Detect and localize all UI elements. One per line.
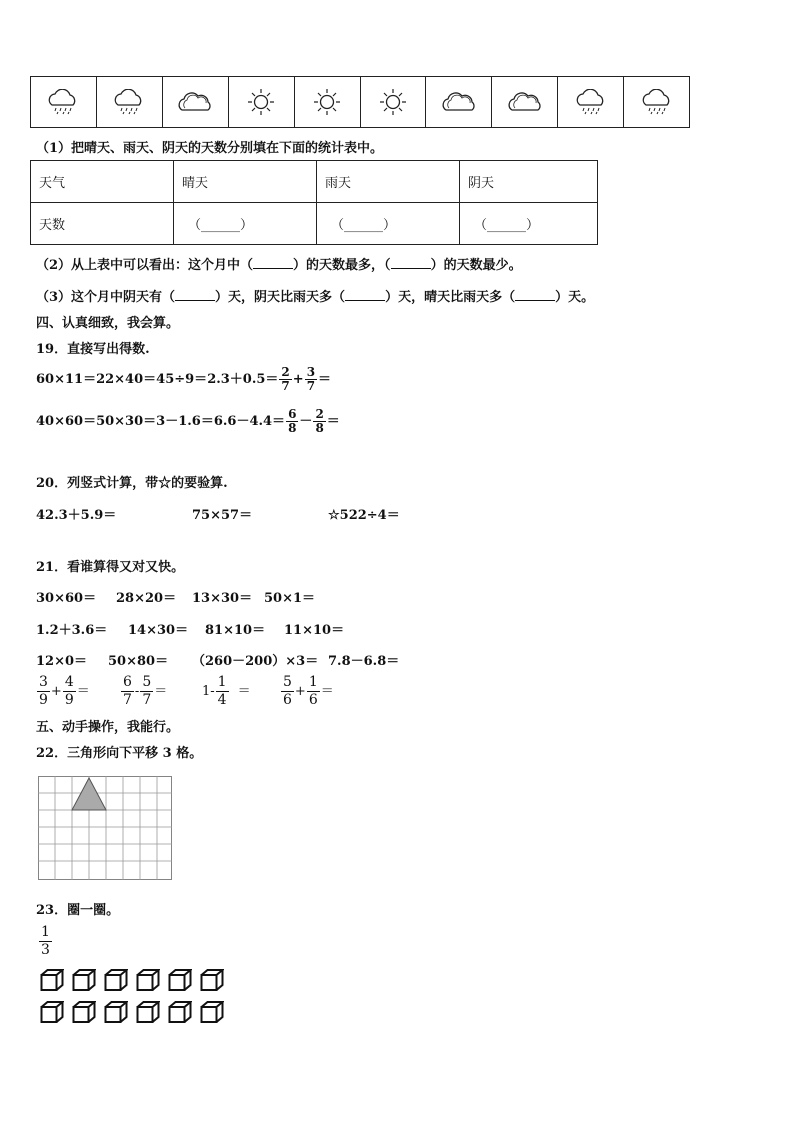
q20-item: 75×57＝ (192, 508, 253, 523)
table-header: 晴天 (174, 161, 317, 203)
rain-icon (112, 89, 146, 115)
weather-cell (31, 77, 97, 127)
q21-item: 50×1＝ (264, 591, 316, 606)
cloud-icon (176, 90, 214, 114)
q21-item: 50×80＝ (108, 654, 169, 669)
cube-icon[interactable] (104, 968, 128, 992)
answer-blank[interactable]: （______） (317, 203, 460, 245)
question-1: （1）把晴天、雨天、阴天的天数分别填在下面的统计表中。 (36, 141, 384, 156)
square-grid[interactable] (38, 776, 172, 880)
question-20: 20．列竖式计算，带☆的要验算. (36, 476, 228, 491)
sun-icon (379, 88, 407, 116)
table-row (31, 203, 598, 245)
q21-item: 7.8－6.8＝ (328, 654, 400, 669)
question-23: 23．圈一圈。 (36, 903, 120, 918)
section-5-title: 五、动手操作，我能行。 (36, 720, 180, 735)
cube-icon[interactable] (136, 968, 160, 992)
question-22: 22．三角形向下平移 3 格。 (36, 746, 203, 761)
question-21: 21．看谁算得又对又快。 (36, 560, 185, 575)
weather-cell (492, 77, 558, 127)
q19-row-2: 40×60＝50×30＝3－1.6＝6.6－4.4＝ $\frac{6}{8}$ － $\frac{2}{8}$ ＝ (36, 407, 340, 435)
section-4-title: 四、认真细致，我会算。 (36, 316, 180, 331)
q21-fraction-item: $\frac{5}{6}$ + $\frac{1}{6}$ ＝ (283, 674, 334, 708)
answer-blank[interactable] (345, 290, 385, 301)
weather-strip (30, 76, 690, 128)
weather-cell (97, 77, 163, 127)
q21-fraction-item: $\frac{6}{7}$ - $\frac{5}{7}$ ＝ (123, 674, 168, 708)
q20-item: 42.3＋5.9＝ (36, 508, 117, 523)
cube-icon[interactable] (200, 968, 224, 992)
answer-blank[interactable] (391, 258, 431, 269)
q20-item: ☆522÷4＝ (328, 508, 400, 523)
weather-cell (163, 77, 229, 127)
weather-cell (295, 77, 361, 127)
rain-icon (46, 89, 80, 115)
cube-icon[interactable] (104, 1000, 128, 1024)
table-header: 雨天 (317, 161, 460, 203)
stats-table (30, 160, 598, 245)
q21-item: 30×60＝ (36, 591, 97, 606)
question-19: 19．直接写出得数. (36, 342, 150, 357)
question-3: （3）这个月中阴天有（ ）天，阴天比雨天多（ ）天，晴天比雨天多（ ）天。 (36, 290, 595, 305)
rain-icon (640, 89, 674, 115)
q21-item: 1.2＋3.6＝ (36, 623, 108, 638)
weather-cell (426, 77, 492, 127)
q21-item: 28×20＝ (116, 591, 177, 606)
q19-row-1: 60×11＝22×40＝45÷9＝2.3＋0.5＝ $\frac{2}{7}$ + $\frac{3}{7}$ ＝ (36, 365, 332, 393)
sun-icon (313, 88, 341, 116)
q21-item: 81×10＝ (205, 623, 266, 638)
answer-blank[interactable]: （______） (174, 203, 317, 245)
answer-blank[interactable] (253, 258, 293, 269)
cube-icon[interactable] (200, 1000, 224, 1024)
cloud-icon (440, 90, 478, 114)
weather-cell (624, 77, 689, 127)
cube-icon[interactable] (168, 968, 192, 992)
table-row-label: 天数 (31, 203, 174, 245)
cube-icon[interactable] (72, 1000, 96, 1024)
q21-fraction-item: $\frac{3}{9}$ + $\frac{4}{9}$ ＝ (39, 674, 90, 708)
cube-icon[interactable] (136, 1000, 160, 1024)
weather-cell (558, 77, 624, 127)
q21-item: 11×10＝ (284, 623, 345, 638)
answer-blank[interactable]: （______） (460, 203, 598, 245)
table-row (31, 161, 598, 203)
rain-icon (574, 89, 608, 115)
weather-cell (361, 77, 427, 127)
sun-icon (247, 88, 275, 116)
q21-item: 12×0＝ (36, 654, 88, 669)
answer-blank[interactable] (175, 290, 215, 301)
q21-item: （260－200）×3＝ (192, 654, 319, 669)
q21-item: 14×30＝ (128, 623, 189, 638)
q21-item: 13×30＝ (192, 591, 253, 606)
table-header: 天气 (31, 161, 174, 203)
cloud-icon (506, 90, 544, 114)
triangle-shape (72, 778, 106, 810)
q21-fraction-item: 1- $\frac{1}{4}$ ＝ (202, 674, 251, 708)
cube-icon[interactable] (168, 1000, 192, 1024)
table-header: 阴天 (460, 161, 598, 203)
cube-icon[interactable] (40, 968, 64, 992)
cube-icon[interactable] (72, 968, 96, 992)
answer-blank[interactable] (515, 290, 555, 301)
q23-fraction: $\frac{1}{3}$ (41, 924, 50, 958)
question-2: （2）从上表中可以看出：这个月中（ ）的天数最多，（ ）的天数最少。 (36, 258, 522, 273)
cube-icon[interactable] (40, 1000, 64, 1024)
weather-cell (229, 77, 295, 127)
